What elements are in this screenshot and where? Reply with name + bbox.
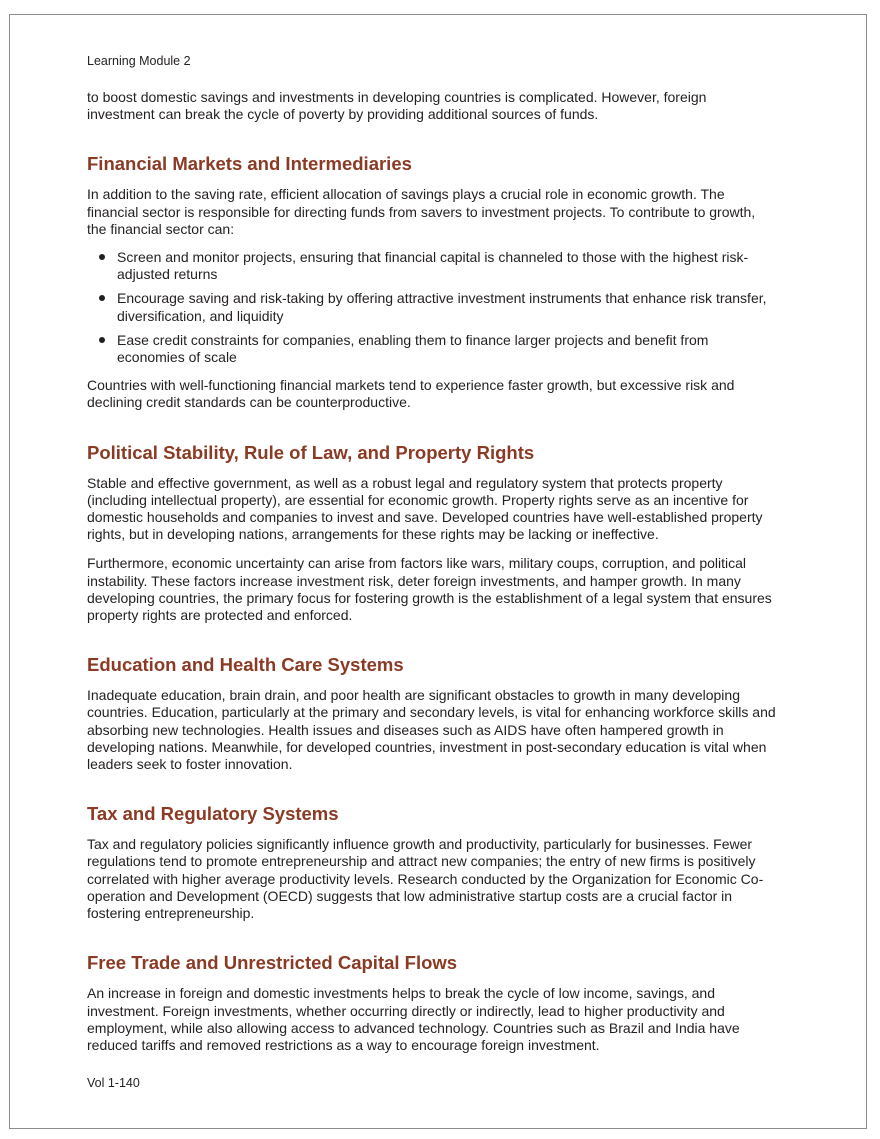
- list-item-text: Encourage saving and risk-taking by offering attractive investment instruments that enhance risk transfer, diversification, and liquidity: [117, 290, 767, 324]
- body-paragraph: An increase in foreign and domestic investments helps to break the cycle of low income, savings, and investment. Foreign investments, whether occurring directly or indirectly, lead to higher productivity and employment, while also allowing access to advanced technology. Countries such as Brazil and India have reduced tariffs and removed restrictions as a way to encourage foreign investment.: [87, 985, 740, 1053]
- body-paragraph: Countries with well-functioning financial markets tend to experience faster growth, but excessive risk and declining credit standards can be counterproductive.: [87, 377, 735, 411]
- bullet-icon: [99, 337, 105, 343]
- running-head: Learning Module 2: [87, 54, 191, 68]
- section-heading-free-trade: Free Trade and Unrestricted Capital Flows: [87, 952, 458, 974]
- body-paragraph: In addition to the saving rate, efficient allocation of savings plays a crucial role in economic growth. The financial sector is responsible for directing funds from savers to investment projects. To contribute to growth, the financial sector can:: [87, 186, 756, 237]
- list-item: [87, 332, 777, 366]
- section-heading-education-health: Education and Health Care Systems: [87, 654, 404, 676]
- intro-paragraph: to boost domestic savings and investments in developing countries is complicated. However, foreign investment can break the cycle of poverty by providing additional sources of funds.: [87, 89, 707, 123]
- body-paragraph: Tax and regulatory policies significantly influence growth and productivity, particularly for businesses. Fewer regulations tend to promote entrepreneurship and attract new companies; the entry of new firms is positively correlated with higher average productivity levels. Research conducted by the Organization for Economic Co-operation and Development (OECD) suggests that low administrative startup costs are a crucial factor in fostering entrepreneurship.: [87, 836, 764, 922]
- body-paragraph: Inadequate education, brain drain, and poor health are significant obstacles to growth in many developing countries. Education, particularly at the primary and secondary levels, is vital for enhancing workforce skills and absorbing new technologies. Health issues and diseases such as AIDS have often hampered growth in developing nations. Meanwhile, for developed countries, investment in post-secondary education is vital when leaders seek to foster innovation.: [87, 687, 776, 773]
- list-item-text: Ease credit constraints for companies, enabling them to finance larger projects and benefit from economies of scale: [117, 331, 709, 366]
- bullet-list: [87, 249, 777, 366]
- section-heading-financial-markets: Financial Markets and Intermediaries: [87, 153, 412, 175]
- section-heading-tax-regulatory: Tax and Regulatory Systems: [87, 803, 339, 825]
- page-number: Vol 1-140: [87, 1076, 140, 1090]
- body-paragraph: Furthermore, economic uncertainty can arise from factors like wars, military coups, corruption, and political instability. These factors increase investment risk, deter foreign investments, and hamper growth. In many developing countries, the primary focus for fostering growth is the establishment of a legal system that ensures property rights are protected and enforced.: [87, 555, 772, 624]
- bullet-icon: [99, 295, 105, 301]
- page-content: [87, 89, 777, 1054]
- list-item: [87, 290, 777, 324]
- section-heading-political-stability: Political Stability, Rule of Law, and Property Rights: [87, 441, 535, 463]
- list-item: [87, 249, 777, 283]
- body-paragraph: Stable and effective government, as well as a robust legal and regulatory system that protects property (including intellectual property), are essential for economic growth. Property rights serve as an incentive for domestic households and companies to invest and save. Developed countries have well-established property rights, but in developing nations, arrangements for these rights may be lacking or ineffective.: [87, 474, 763, 543]
- list-item-text: Screen and monitor projects, ensuring that financial capital is channeled to those with the highest risk-adjusted returns: [117, 249, 749, 283]
- bullet-icon: [99, 254, 105, 260]
